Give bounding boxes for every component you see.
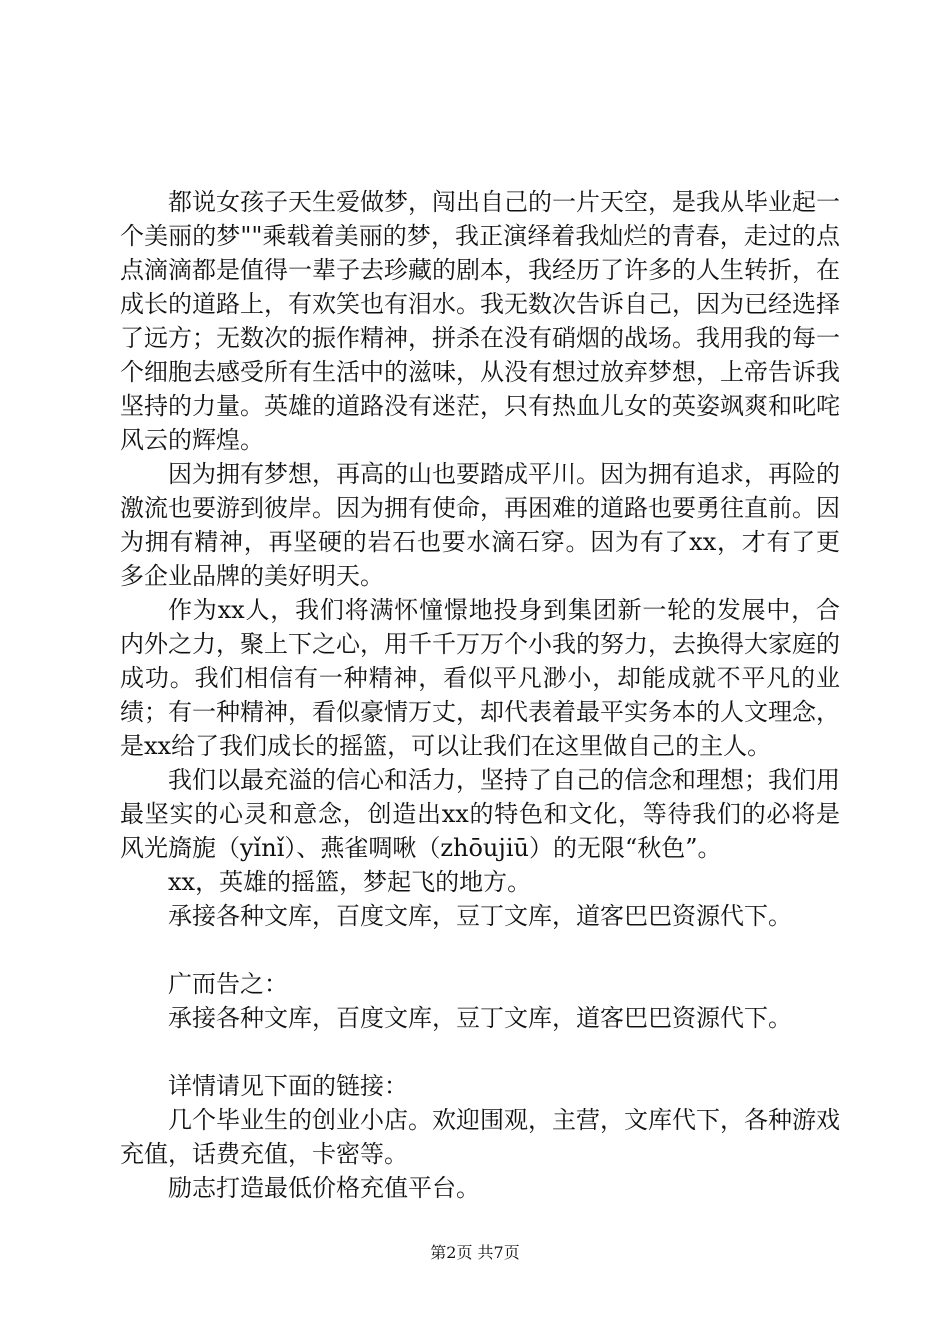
paragraph-because: 因为拥有梦想，再高的山也要踏成平川。因为拥有追求，再险的激流也要游到彼岸。因为拥有使命，再困难的道路也要勇往直前。因为拥有精神，再坚硬的岩石也要水滴石穿。因为有了xx，才有了更多企业品牌的美好明天。	[120, 460, 840, 590]
details-shop: 几个毕业生的创业小店。欢迎围观，主营，文库代下，各种游戏充值，话费充值，卡密等。	[120, 1106, 840, 1168]
page-footer: 第2页 共7页	[430, 1243, 520, 1262]
paragraph-service: 承接各种文库，百度文库，豆丁文库，道客巴巴资源代下。	[168, 902, 792, 930]
ad-heading: 广而告之：	[168, 970, 288, 998]
spacer	[120, 1035, 840, 1069]
details-slogan: 励志打造最低价格充值平台。	[168, 1174, 480, 1202]
paragraph-cradle: xx，英雄的摇篮，梦起飞的地方。	[168, 868, 532, 896]
spacer	[120, 933, 840, 967]
document-body	[120, 185, 840, 1205]
details-heading: 详情请见下面的链接：	[168, 1072, 408, 1100]
paragraph-dream: 都说女孩子天生爱做梦，闯出自己的一片天空，是我从毕业起一个美丽的梦""乘载着美丽的梦，我正演绎着我灿烂的青春，走过的点点滴滴都是值得一辈子去珍藏的剧本，我经历了许多的人生转折，在成长的道路上，有欢笑也有泪水。我无数次告诉自己，因为已经选择了远方；无数次的振作精神，拼杀在没有硝烟的战场。我用我的每一个细胞去感受所有生活中的滋味，从没有想过放弃梦想，上帝告诉我坚持的力量。英雄的道路没有迷茫，只有热血儿女的英姿飒爽和叱咤风云的辉煌。	[120, 188, 840, 454]
ad-line: 承接各种文库，百度文库，豆丁文库，道客巴巴资源代下。	[168, 1004, 792, 1032]
paragraph-confidence: 我们以最充溢的信心和活力，坚持了自己的信念和理想；我们用最坚实的心灵和意念，创造出xx的特色和文化，等待我们的必将是风光旖旎（yǐnǐ）、燕雀啁啾（zhōujiū）的无限“秋色”。	[120, 766, 840, 862]
paragraph-as-member: 作为xx人，我们将满怀憧憬地投身到集团新一轮的发展中，合内外之力，聚上下之心，用千千万万个小我的努力，去换得大家庭的成功。我们相信有一种精神，看似平凡渺小，却能成就不平凡的业绩；有一种精神，看似豪情万丈，却代表着最平实务本的人文理念，是xx给了我们成长的摇篮，可以让我们在这里做自己的主人。	[120, 596, 840, 760]
